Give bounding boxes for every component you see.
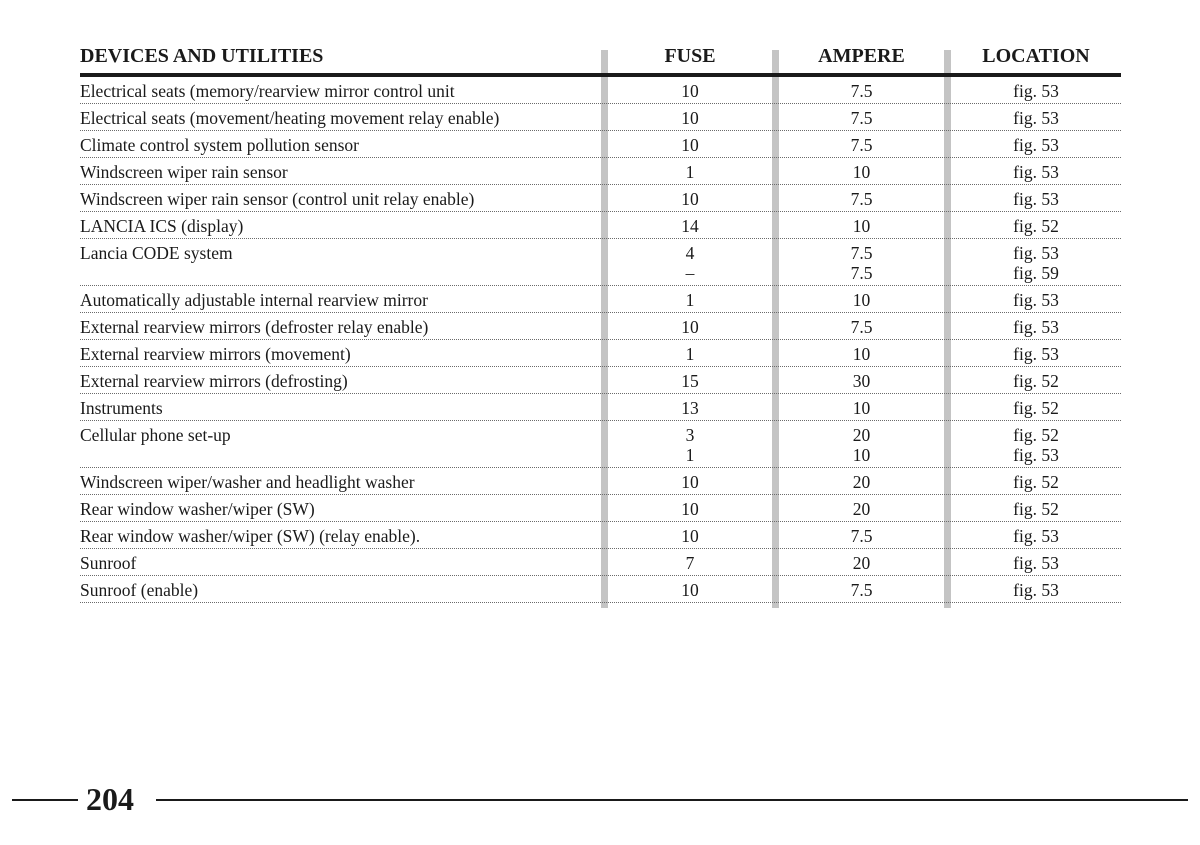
location-cell [951, 371, 1121, 391]
location-value: fig. 53 [1013, 553, 1059, 573]
fuse-value: 10 [681, 580, 699, 600]
fuse-cell [608, 425, 772, 465]
device-name: Automatically adjustable internal rearview mirror [80, 290, 428, 310]
fuse-cell [608, 189, 772, 209]
ampere-cell [779, 81, 944, 101]
table-row [80, 239, 1121, 286]
location-value: fig. 53 [1013, 445, 1059, 465]
ampere-value: 7.5 [850, 317, 873, 337]
fuse-value: 4 [685, 243, 695, 263]
ampere-value: 20 [852, 472, 871, 492]
device-name: Lancia CODE system [80, 243, 233, 263]
table-row [80, 286, 1121, 313]
fuse-cell [608, 290, 772, 310]
location-value: fig. 53 [1013, 189, 1059, 209]
ampere-cell [779, 472, 944, 492]
table-row [80, 104, 1121, 131]
device-name: Cellular phone set-up [80, 425, 231, 445]
footer-rule-left [12, 799, 78, 801]
ampere-cell [779, 189, 944, 209]
fuse-cell [608, 162, 772, 182]
fuse-cell [608, 580, 772, 600]
location-value: fig. 53 [1013, 81, 1059, 101]
fuse-value: 15 [681, 371, 699, 391]
ampere-cell [779, 243, 944, 283]
fuse-value: 10 [681, 472, 699, 492]
fuse-cell [608, 499, 772, 519]
location-cell [951, 317, 1121, 337]
location-value: fig. 52 [1013, 216, 1059, 236]
ampere-value: 7.5 [850, 135, 873, 155]
device-name: Electrical seats (memory/rearview mirror control unit [80, 81, 455, 101]
header-fuse: FUSE [664, 45, 716, 67]
ampere-cell [779, 499, 944, 519]
ampere-cell [779, 553, 944, 573]
ampere-cell [779, 580, 944, 600]
table-row [80, 185, 1121, 212]
fuse-cell [608, 135, 772, 155]
ampere-value: 20 [852, 425, 871, 445]
fuse-value: 10 [681, 189, 699, 209]
fuse-cell [608, 371, 772, 391]
table-row [80, 367, 1121, 394]
ampere-cell [779, 108, 944, 128]
ampere-value: 7.5 [850, 263, 873, 283]
table-row [80, 212, 1121, 239]
table-row [80, 468, 1121, 495]
fuse-cell [608, 398, 772, 418]
device-name: LANCIA ICS (display) [80, 216, 244, 236]
location-cell [951, 243, 1121, 283]
fuse-value: 14 [681, 216, 699, 236]
table-row [80, 421, 1121, 468]
table-header [80, 40, 1121, 77]
fuse-cell [608, 317, 772, 337]
fuse-cell [608, 243, 772, 283]
ampere-value: 10 [852, 162, 871, 182]
location-cell [951, 398, 1121, 418]
ampere-value: 7.5 [850, 108, 873, 128]
location-cell [951, 216, 1121, 236]
location-value: fig. 59 [1013, 263, 1059, 283]
location-value: fig. 53 [1013, 108, 1059, 128]
footer-rule-right [156, 799, 1188, 801]
table-body [80, 77, 1121, 603]
fuse-value: 7 [685, 553, 695, 573]
location-cell [951, 472, 1121, 492]
location-cell [951, 526, 1121, 546]
ampere-value: 10 [852, 344, 871, 364]
fuse-cell [608, 344, 772, 364]
header-location: LOCATION [982, 45, 1090, 67]
ampere-cell [779, 162, 944, 182]
ampere-value: 10 [852, 445, 871, 465]
ampere-value: 10 [852, 216, 871, 236]
fuse-cell [608, 108, 772, 128]
page-number: 204 [86, 781, 134, 817]
location-cell [951, 290, 1121, 310]
ampere-cell [779, 344, 944, 364]
fuse-value: 10 [681, 135, 699, 155]
table-row [80, 522, 1121, 549]
fuse-value: 1 [685, 344, 695, 364]
device-name: Instruments [80, 398, 163, 418]
location-value: fig. 52 [1013, 472, 1059, 492]
fuse-value: 10 [681, 317, 699, 337]
location-cell [951, 81, 1121, 101]
location-value: fig. 52 [1013, 398, 1059, 418]
location-cell [951, 344, 1121, 364]
table-row [80, 340, 1121, 367]
fuse-cell [608, 553, 772, 573]
device-name: Windscreen wiper/washer and headlight washer [80, 472, 415, 492]
location-value: fig. 52 [1013, 425, 1059, 445]
location-value: fig. 53 [1013, 243, 1059, 263]
location-value: fig. 53 [1013, 317, 1059, 337]
fuse-cell [608, 526, 772, 546]
ampere-value: 7.5 [850, 81, 873, 101]
table-row [80, 549, 1121, 576]
location-cell [951, 108, 1121, 128]
location-cell [951, 553, 1121, 573]
device-name: External rearview mirrors (defrosting) [80, 371, 348, 391]
header-ampere: AMPERE [818, 45, 905, 67]
fuse-value: 10 [681, 108, 699, 128]
ampere-cell [779, 135, 944, 155]
fuse-value: 1 [685, 290, 695, 310]
location-cell [951, 425, 1121, 465]
ampere-cell [779, 216, 944, 236]
location-cell [951, 189, 1121, 209]
device-name: Sunroof (enable) [80, 580, 199, 600]
location-cell [951, 162, 1121, 182]
header-devices: DEVICES AND UTILITIES [80, 45, 324, 67]
fuse-value: 13 [681, 398, 699, 418]
ampere-value: 10 [852, 290, 871, 310]
fuse-cell [608, 472, 772, 492]
device-name: Rear window washer/wiper (SW) [80, 499, 315, 519]
device-name: Sunroof [80, 553, 137, 573]
location-value: fig. 53 [1013, 526, 1059, 546]
location-value: fig. 53 [1013, 580, 1059, 600]
fuse-cell [608, 216, 772, 236]
table-row [80, 131, 1121, 158]
table-row [80, 394, 1121, 421]
table-row [80, 158, 1121, 185]
fuse-value: 3 [685, 425, 695, 445]
ampere-cell [779, 290, 944, 310]
fuse-value: 10 [681, 81, 699, 101]
fuse-value: 10 [681, 526, 699, 546]
ampere-value: 7.5 [850, 189, 873, 209]
location-cell [951, 499, 1121, 519]
device-name: External rearview mirrors (defroster relay enable) [80, 317, 429, 337]
fuse-value: 1 [685, 162, 695, 182]
location-cell [951, 580, 1121, 600]
device-name: External rearview mirrors (movement) [80, 344, 351, 364]
location-value: fig. 52 [1013, 499, 1059, 519]
fuse-value: – [685, 263, 695, 283]
device-name: Climate control system pollution sensor [80, 135, 360, 155]
ampere-cell [779, 398, 944, 418]
ampere-cell [779, 425, 944, 465]
ampere-cell [779, 371, 944, 391]
fuse-value: 1 [685, 445, 695, 465]
device-name: Rear window washer/wiper (SW) (relay enable). [80, 526, 421, 546]
ampere-cell [779, 317, 944, 337]
location-cell [951, 135, 1121, 155]
ampere-value: 7.5 [850, 526, 873, 546]
ampere-value: 7.5 [850, 580, 873, 600]
table-row [80, 313, 1121, 340]
location-value: fig. 53 [1013, 344, 1059, 364]
device-name: Electrical seats (movement/heating movement relay enable) [80, 108, 500, 128]
location-value: fig. 53 [1013, 162, 1059, 182]
location-value: fig. 52 [1013, 371, 1059, 391]
fuse-cell [608, 81, 772, 101]
ampere-value: 10 [852, 398, 871, 418]
table-row [80, 495, 1121, 522]
fuse-table [80, 40, 1121, 603]
ampere-cell [779, 526, 944, 546]
table-row [80, 77, 1121, 104]
location-value: fig. 53 [1013, 135, 1059, 155]
table-row [80, 576, 1121, 603]
device-name: Windscreen wiper rain sensor [80, 162, 288, 182]
ampere-value: 20 [852, 499, 871, 519]
ampere-value: 7.5 [850, 243, 873, 263]
ampere-value: 20 [852, 553, 871, 573]
page-footer [0, 782, 1200, 818]
device-name: Windscreen wiper rain sensor (control unit relay enable) [80, 189, 475, 209]
ampere-value: 30 [852, 371, 871, 391]
location-value: fig. 53 [1013, 290, 1059, 310]
fuse-value: 10 [681, 499, 699, 519]
